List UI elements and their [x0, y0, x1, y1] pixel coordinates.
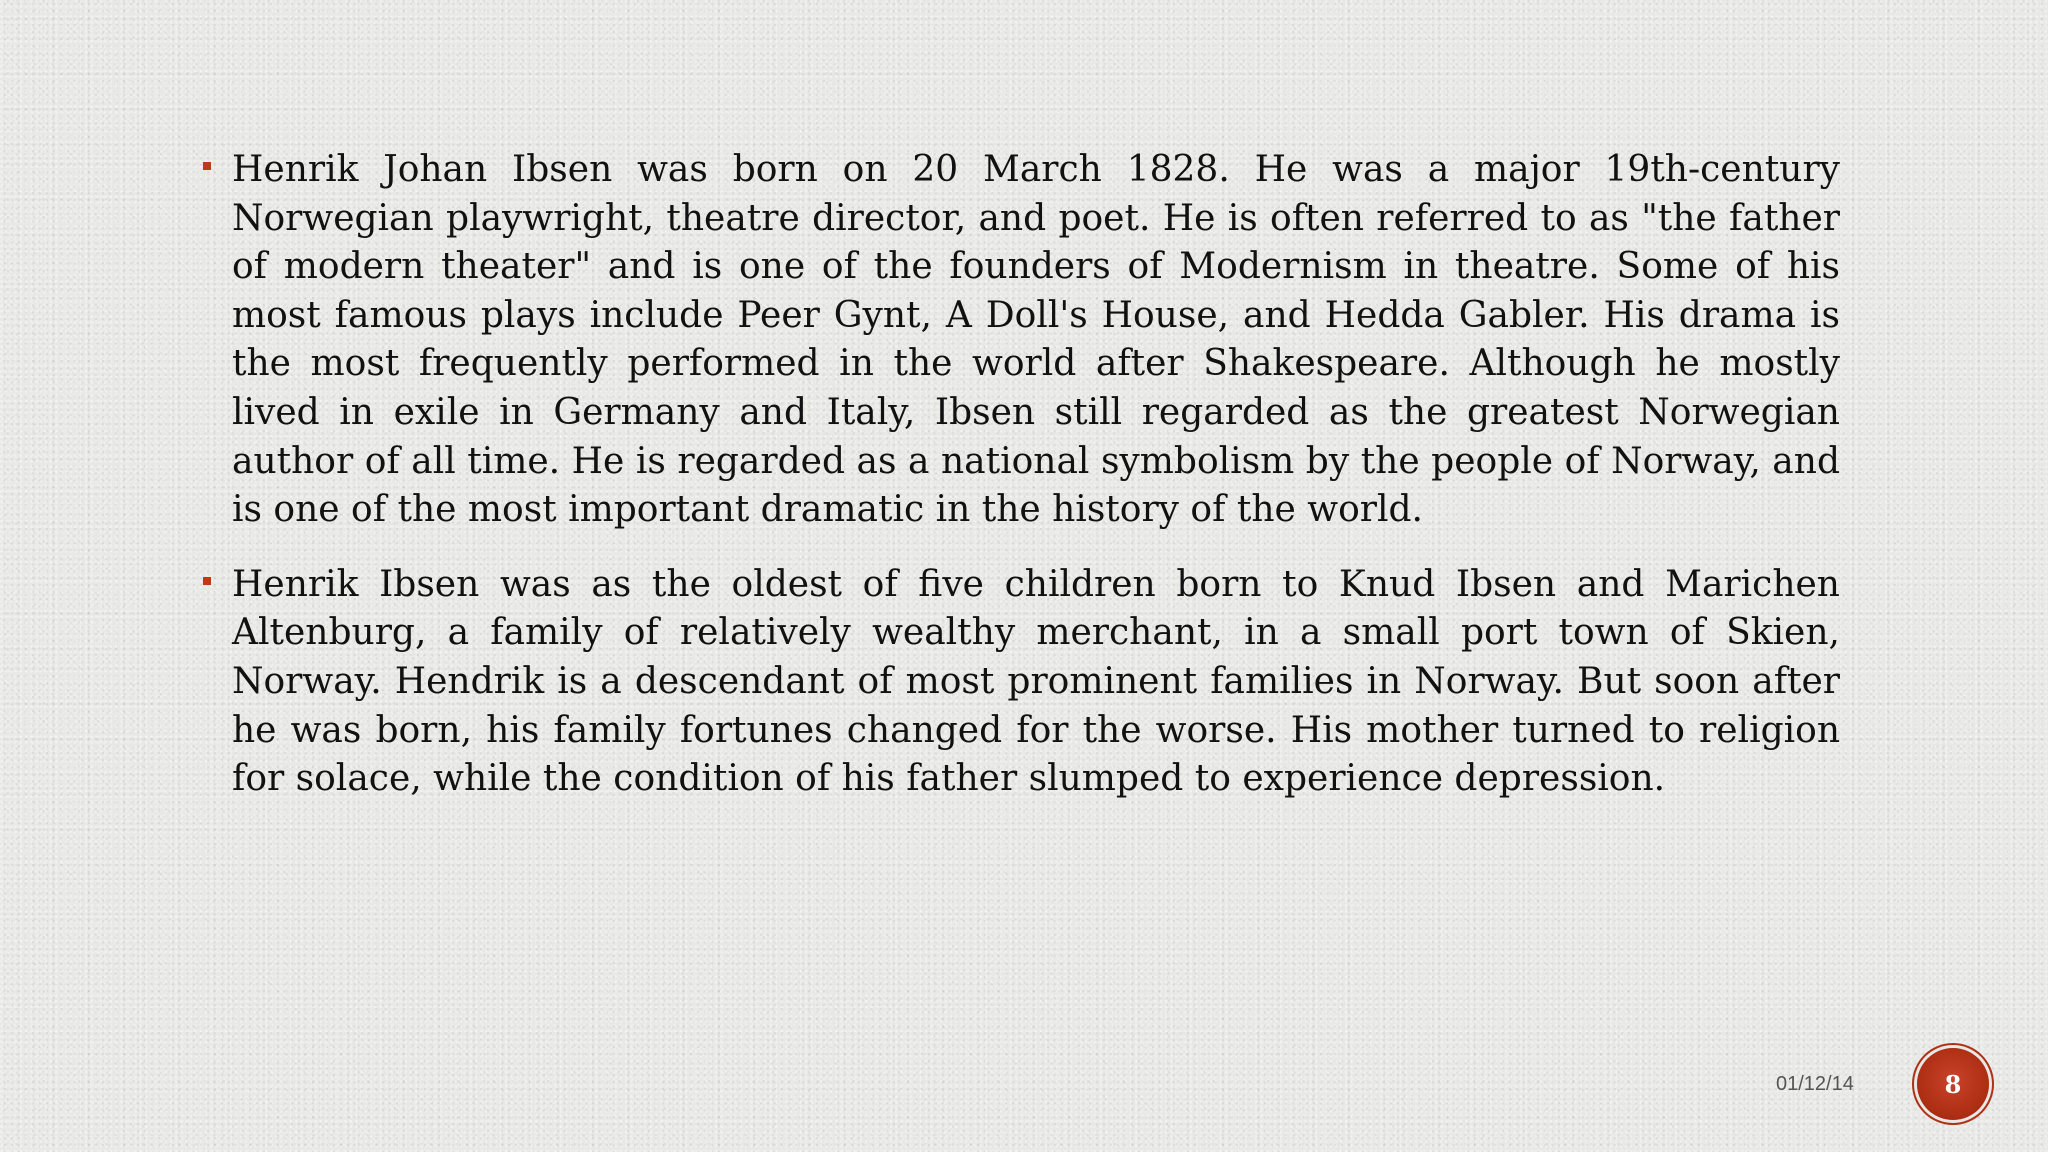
page-number: 8: [1944, 1069, 1962, 1099]
bullet-list: [200, 146, 1840, 830]
page-number-badge: [1917, 1048, 1989, 1120]
square-bullet-icon: [203, 577, 211, 585]
bullet-text: Henrik Johan Ibsen was born on 20 March 1828. He was a major 19th-century Norwegian playwright, theatre director, and poet. He is often referred to as "the father of modern theater" and is one of the founders of Modernism in theatre. Some of his most famous plays include Peer Gynt, A Doll's House, and Hedda Gabler. His drama is the most frequently performed in the world after Shakespeare. Although he mostly lived in exile in Germany and Italy, Ibsen still regarded as the greatest Norwegian author of all time. He is regarded as a national symbolism by the people of Norway, and is one of the most important dramatic in the history of the world.: [232, 149, 1840, 531]
bullet-text: Henrik Ibsen was as the oldest of five children born to Knud Ibsen and Marichen Altenburg, a family of relatively wealthy merchant, in a small port town of Skien, Norway. Hendrik is a descendant of most prominent families in Norway. But soon after he was born, his family fortunes changed for the worse. His mother turned to religion for solace, while the condition of his father slumped to experience depression.: [232, 563, 1840, 800]
footer-date: 01/12/14: [1776, 1073, 1854, 1095]
bullet-item: [200, 561, 1840, 804]
bullet-item: [200, 146, 1840, 535]
square-bullet-icon: [203, 162, 211, 170]
